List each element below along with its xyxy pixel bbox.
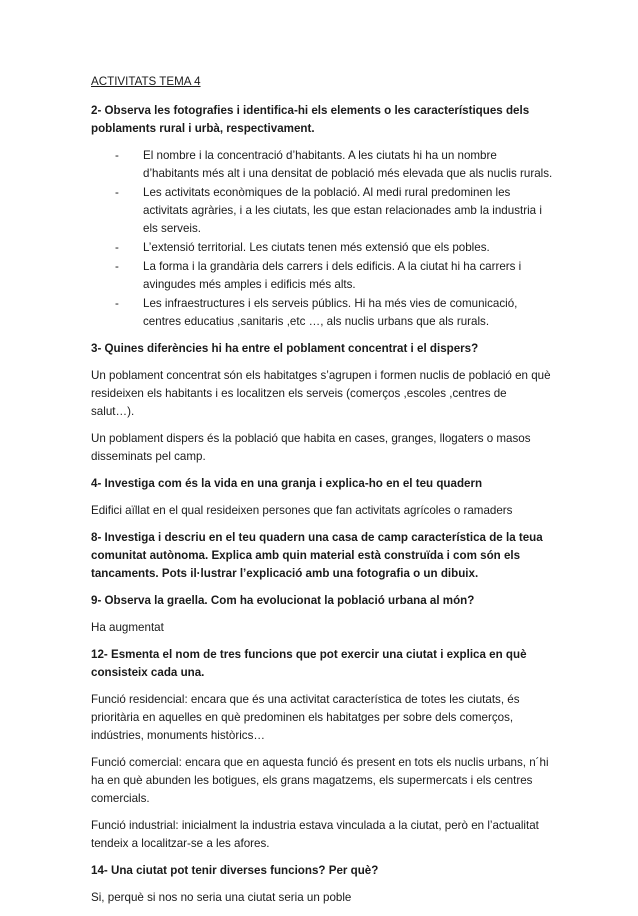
answer-paragraph: Un poblament dispers és la població que habita en cases, granges, llogaters o masos disseminats pel camp. [91, 432, 531, 463]
dash-bullet-icon: - [115, 186, 119, 199]
answer-paragraph: Un poblament concentrat són els habitatges s’agrupen i formen nuclis de població en què resideixen els habitants i es localitzen els serveis (comerços ,escoles ,centres de salut…). [91, 369, 551, 418]
question-heading: 2- Observa les fotografies i identifica-hi els elements o les característiques dels poblaments rural i urbà, respectivament. [91, 104, 530, 135]
answer-paragraph: Funció comercial: encara que en aquesta funció és present en tots els nuclis urbans, n´hi ha en què abunden les botigues, els grans magatzems, els supermercats i els centres comercials. [91, 756, 549, 805]
dash-bullet-icon: - [115, 260, 119, 273]
question-heading: 12- Esmenta el nom de tres funcions que pot exercir una ciutat i explica en què consisteix cada una. [91, 648, 527, 679]
list-item-text: Les infraestructures i els serveis públics. Hi ha més vies de comunicació, centres educatius ,sanitaris ,etc …, als nuclis urbans que als rurals. [143, 297, 518, 328]
answer-paragraph: Si, perquè si nos no seria una ciutat seria un poble [91, 891, 352, 904]
question-heading: 8- Investiga i descriu en el teu quadern una casa de camp característica de la teua comunitat autònoma. Explica amb quin material està construïda i com són els tancaments. Pots il·lustrar l’explicació amb una fotografia o un dibuix. [91, 531, 543, 580]
question-heading: 3- Quines diferències hi ha entre el poblament concentrat i el dispers? [91, 342, 479, 355]
question-heading: 9- Observa la graella. Com ha evolucionat la població urbana al món? [91, 594, 475, 607]
list-item-text: L’extensió territorial. Les ciutats tenen més extensió que els pobles. [143, 241, 490, 254]
answer-paragraph: Ha augmentat [91, 621, 164, 634]
list-item-text: El nombre i la concentració d’habitants. A les ciutats hi ha un nombre d’habitants més alt i una densitat de població més elevada que als nuclis rurals. [143, 149, 553, 180]
list-item-text: Les activitats econòmiques de la població. Al medi rural predominen les activitats agràries, i a les ciutats, les que estan relacionades amb la industria i els serveis. [143, 186, 542, 235]
bullet-list [91, 147, 553, 331]
list-item [91, 258, 553, 294]
dash-bullet-icon: - [115, 297, 119, 310]
answer-paragraph: Funció residencial: encara que és una activitat característica de totes les ciutats, és prioritària en aquelles en què predominen els habitatges per sobre dels comerços, indústries, monuments històrics… [91, 693, 520, 742]
list-item [91, 295, 553, 331]
answer-paragraph: Funció industrial: inicialment la industria estava vinculada a la ciutat, però en l’actualitat tendeix a localitzar-se a les afores. [91, 819, 539, 850]
document-body [91, 73, 553, 916]
answer-paragraph: Edifici aïllat en el qual resideixen persones que fan activitats agrícoles o ramaders [91, 504, 513, 517]
question-heading: 4- Investiga com és la vida en una granja i explica-ho en el teu quadern [91, 477, 483, 490]
document-title: ACTIVITATS TEMA 4 [91, 75, 201, 88]
list-item [91, 184, 553, 238]
list-item [91, 239, 553, 257]
list-item [91, 147, 553, 183]
dash-bullet-icon: - [115, 241, 119, 254]
dash-bullet-icon: - [115, 149, 119, 162]
question-heading: 14- Una ciutat pot tenir diverses funcions? Per què? [91, 864, 379, 877]
list-item-text: La forma i la grandària dels carrers i dels edificis. A la ciutat hi ha carrers i avingudes més amples i edificis més alts. [143, 260, 522, 291]
sections-container [91, 102, 553, 907]
